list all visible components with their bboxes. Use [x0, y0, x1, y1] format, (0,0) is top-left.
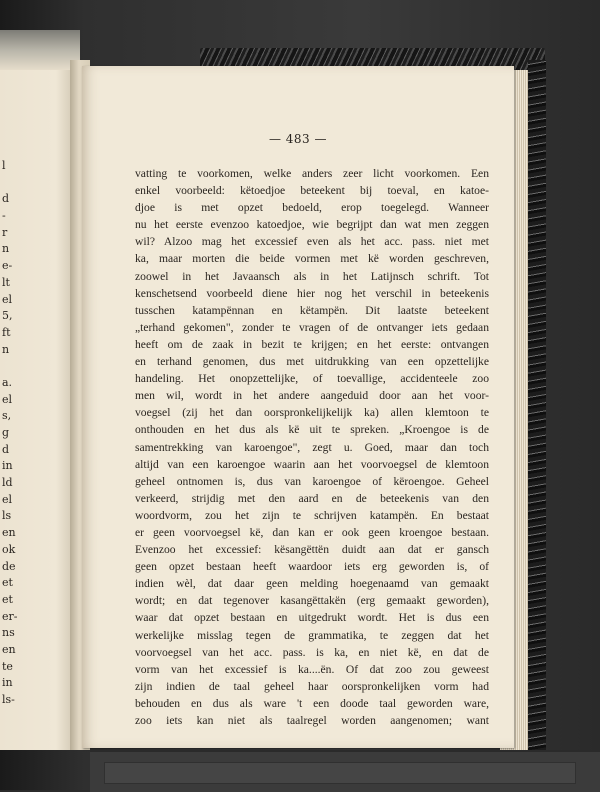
left-page-fragment: el: [2, 292, 13, 306]
left-page-fragment: el: [2, 492, 13, 506]
body-line: werkelijke misslag tegen de grammatika, te zeggen dat het: [135, 628, 489, 642]
body-line: wil? Alzoo mag het excessief even als het acc. pass. niet met: [135, 235, 489, 249]
body-line: zijn indien de taal geheel haar oorspronkelijken vorm had: [135, 679, 489, 693]
left-page-fragment: et: [2, 576, 13, 590]
body-line: kenschetsend voorbeeld diene hier nog het verschil in beteekenis: [135, 286, 489, 300]
left-page-fragment: in: [2, 459, 13, 473]
body-line: Evenzoo het excessief: kësangëttën duidt aan dat er gansch: [135, 543, 489, 557]
body-line: handeling. Het onopzettelijke, of toevallige, accidenteele zoo: [135, 372, 489, 386]
left-page-fragment: ls-: [2, 693, 15, 706]
body-line: enkel voorbeeld: këtoedjoe beteekent bij toeval, en katoe-: [135, 184, 489, 198]
left-page-fragment: s,: [2, 409, 12, 423]
body-line: geen opzet bestaan heeft waardoor iets erg geworden is, of: [135, 560, 489, 574]
body-line: vorm van het excessief is ka....ën. Of dat zoo zou geweest: [135, 662, 489, 676]
left-page-fragment: 5,: [2, 309, 13, 323]
left-page-fragment: g: [2, 426, 10, 439]
left-page-fragment: de: [2, 559, 16, 573]
left-page-fragment: d: [2, 442, 10, 456]
body-line: nu het eerste evenzoo katoedjoe, wie begrijpt dan wat men zeggen: [135, 218, 489, 232]
left-page-fragment: en: [2, 642, 16, 656]
left-page-fragment: e-: [2, 259, 13, 273]
body-line: indien wèl, dat daar geen melding hoegenaamd van gemaakt: [135, 577, 489, 591]
body-line: waar dat opzet bestaan en uitgedrukt wordt. Het is dus een: [135, 611, 489, 625]
body-line: zoowel in het Javaansch als in het Latijnsch schrift. Tot: [135, 269, 489, 283]
left-page-fragment: ld: [2, 476, 13, 490]
left-page-fragment: n: [2, 342, 10, 356]
page-number: — 483 —: [268, 132, 328, 146]
left-page-fragment: -: [2, 209, 6, 223]
body-line: woordvorm, zou het zijn te schrijven katampën. En bestaat: [135, 508, 489, 522]
left-page-fragment: ls: [2, 509, 12, 523]
left-page-fragment: in: [2, 676, 13, 690]
body-line: men wil, wordt in het andere aangeduid door aan het voor-: [135, 389, 489, 403]
body-line: behouden en dus als ware 't een doode taal geworden ware,: [135, 696, 489, 710]
left-page-fragment: ft: [2, 325, 11, 339]
left-page-fragment: ok: [2, 542, 16, 556]
left-page-fragment: te: [2, 659, 13, 673]
cover-board-edge: [528, 60, 546, 750]
left-page-fragment: er-: [2, 609, 18, 623]
left-page-fragment: ns: [2, 626, 15, 640]
body-line: wordt; en dat tegenover kasangëttakën (erg gemaakt geworden),: [135, 594, 489, 608]
body-line: heeft om de zaak in bezit te krijgen; en het eerste: ontvangen: [135, 337, 489, 351]
body-line: samentrekking van karoengoe", zegt u. Goed, maar dan toch: [135, 440, 489, 454]
left-page-fragment: [2, 175, 26, 192]
body-line: altijd van een karoengoe waarin aan het voorvoegsel de klemtoon: [135, 457, 489, 471]
body-line: onthouden en het dus als kë uit te spreken. „Kroengoe is de: [135, 423, 489, 437]
left-page-fragment: a.: [2, 375, 13, 389]
bottom-strip-inner: [104, 762, 576, 784]
left-page: [0, 30, 80, 750]
left-page-fragment: en: [2, 526, 16, 540]
body-line: vatting te voorkomen, welke anders zeer licht voorkomen. Een: [135, 167, 489, 180]
left-page-fragment: n: [2, 242, 10, 256]
body-line: zoo iets kan niet als taalregel worden aangenomen; want: [135, 714, 489, 727]
left-page-fragment: el: [2, 392, 13, 406]
left-page-fragment: d: [2, 192, 10, 206]
body-line: voegsel (zij het dan oorspronkelijkelijk ka) allen klemtoon te: [135, 406, 489, 420]
left-page-fragment: lt: [2, 275, 10, 289]
body-line: tusschen katampënnan en këtampën. Dit laatste beteekent: [135, 303, 489, 317]
body-line: verkeerd, strijdig met den aard en de beteekenis van den: [135, 491, 489, 505]
bottom-scanner-strip: [90, 750, 600, 792]
body-line: ka, maar morten die beide vormen met kë worden geschreven,: [135, 252, 489, 266]
left-page-text-fragments: [2, 158, 26, 709]
right-page: [82, 66, 514, 748]
left-page-fragment: [2, 358, 26, 375]
body-line: en terhand genomen, dus met uitdrukking van een opzettelijke: [135, 355, 489, 369]
body-line: geheel ontnomen is, dus van karoengoe of këroengoe. Geheel: [135, 474, 489, 488]
left-page-top-edge: [0, 30, 80, 70]
left-page-fragment: l: [2, 159, 6, 172]
body-line: „terhand gekomen", zonder te vragen of de ontvanger iets gedaan: [135, 320, 489, 334]
body-line: voorvoegsel van het acc. pass. is ka, en niet kë, en dat de: [135, 645, 489, 659]
body-line: djoe is met opzet bedoeld, erop toegelegd. Wanneer: [135, 201, 489, 215]
body-line: er geen voorvoegsel kë, dan kan er ook geen kroengoe bestaan.: [135, 525, 489, 539]
page-body-text: [135, 165, 489, 729]
left-page-fragment: et: [2, 592, 13, 606]
left-page-fragment: r: [2, 225, 8, 239]
